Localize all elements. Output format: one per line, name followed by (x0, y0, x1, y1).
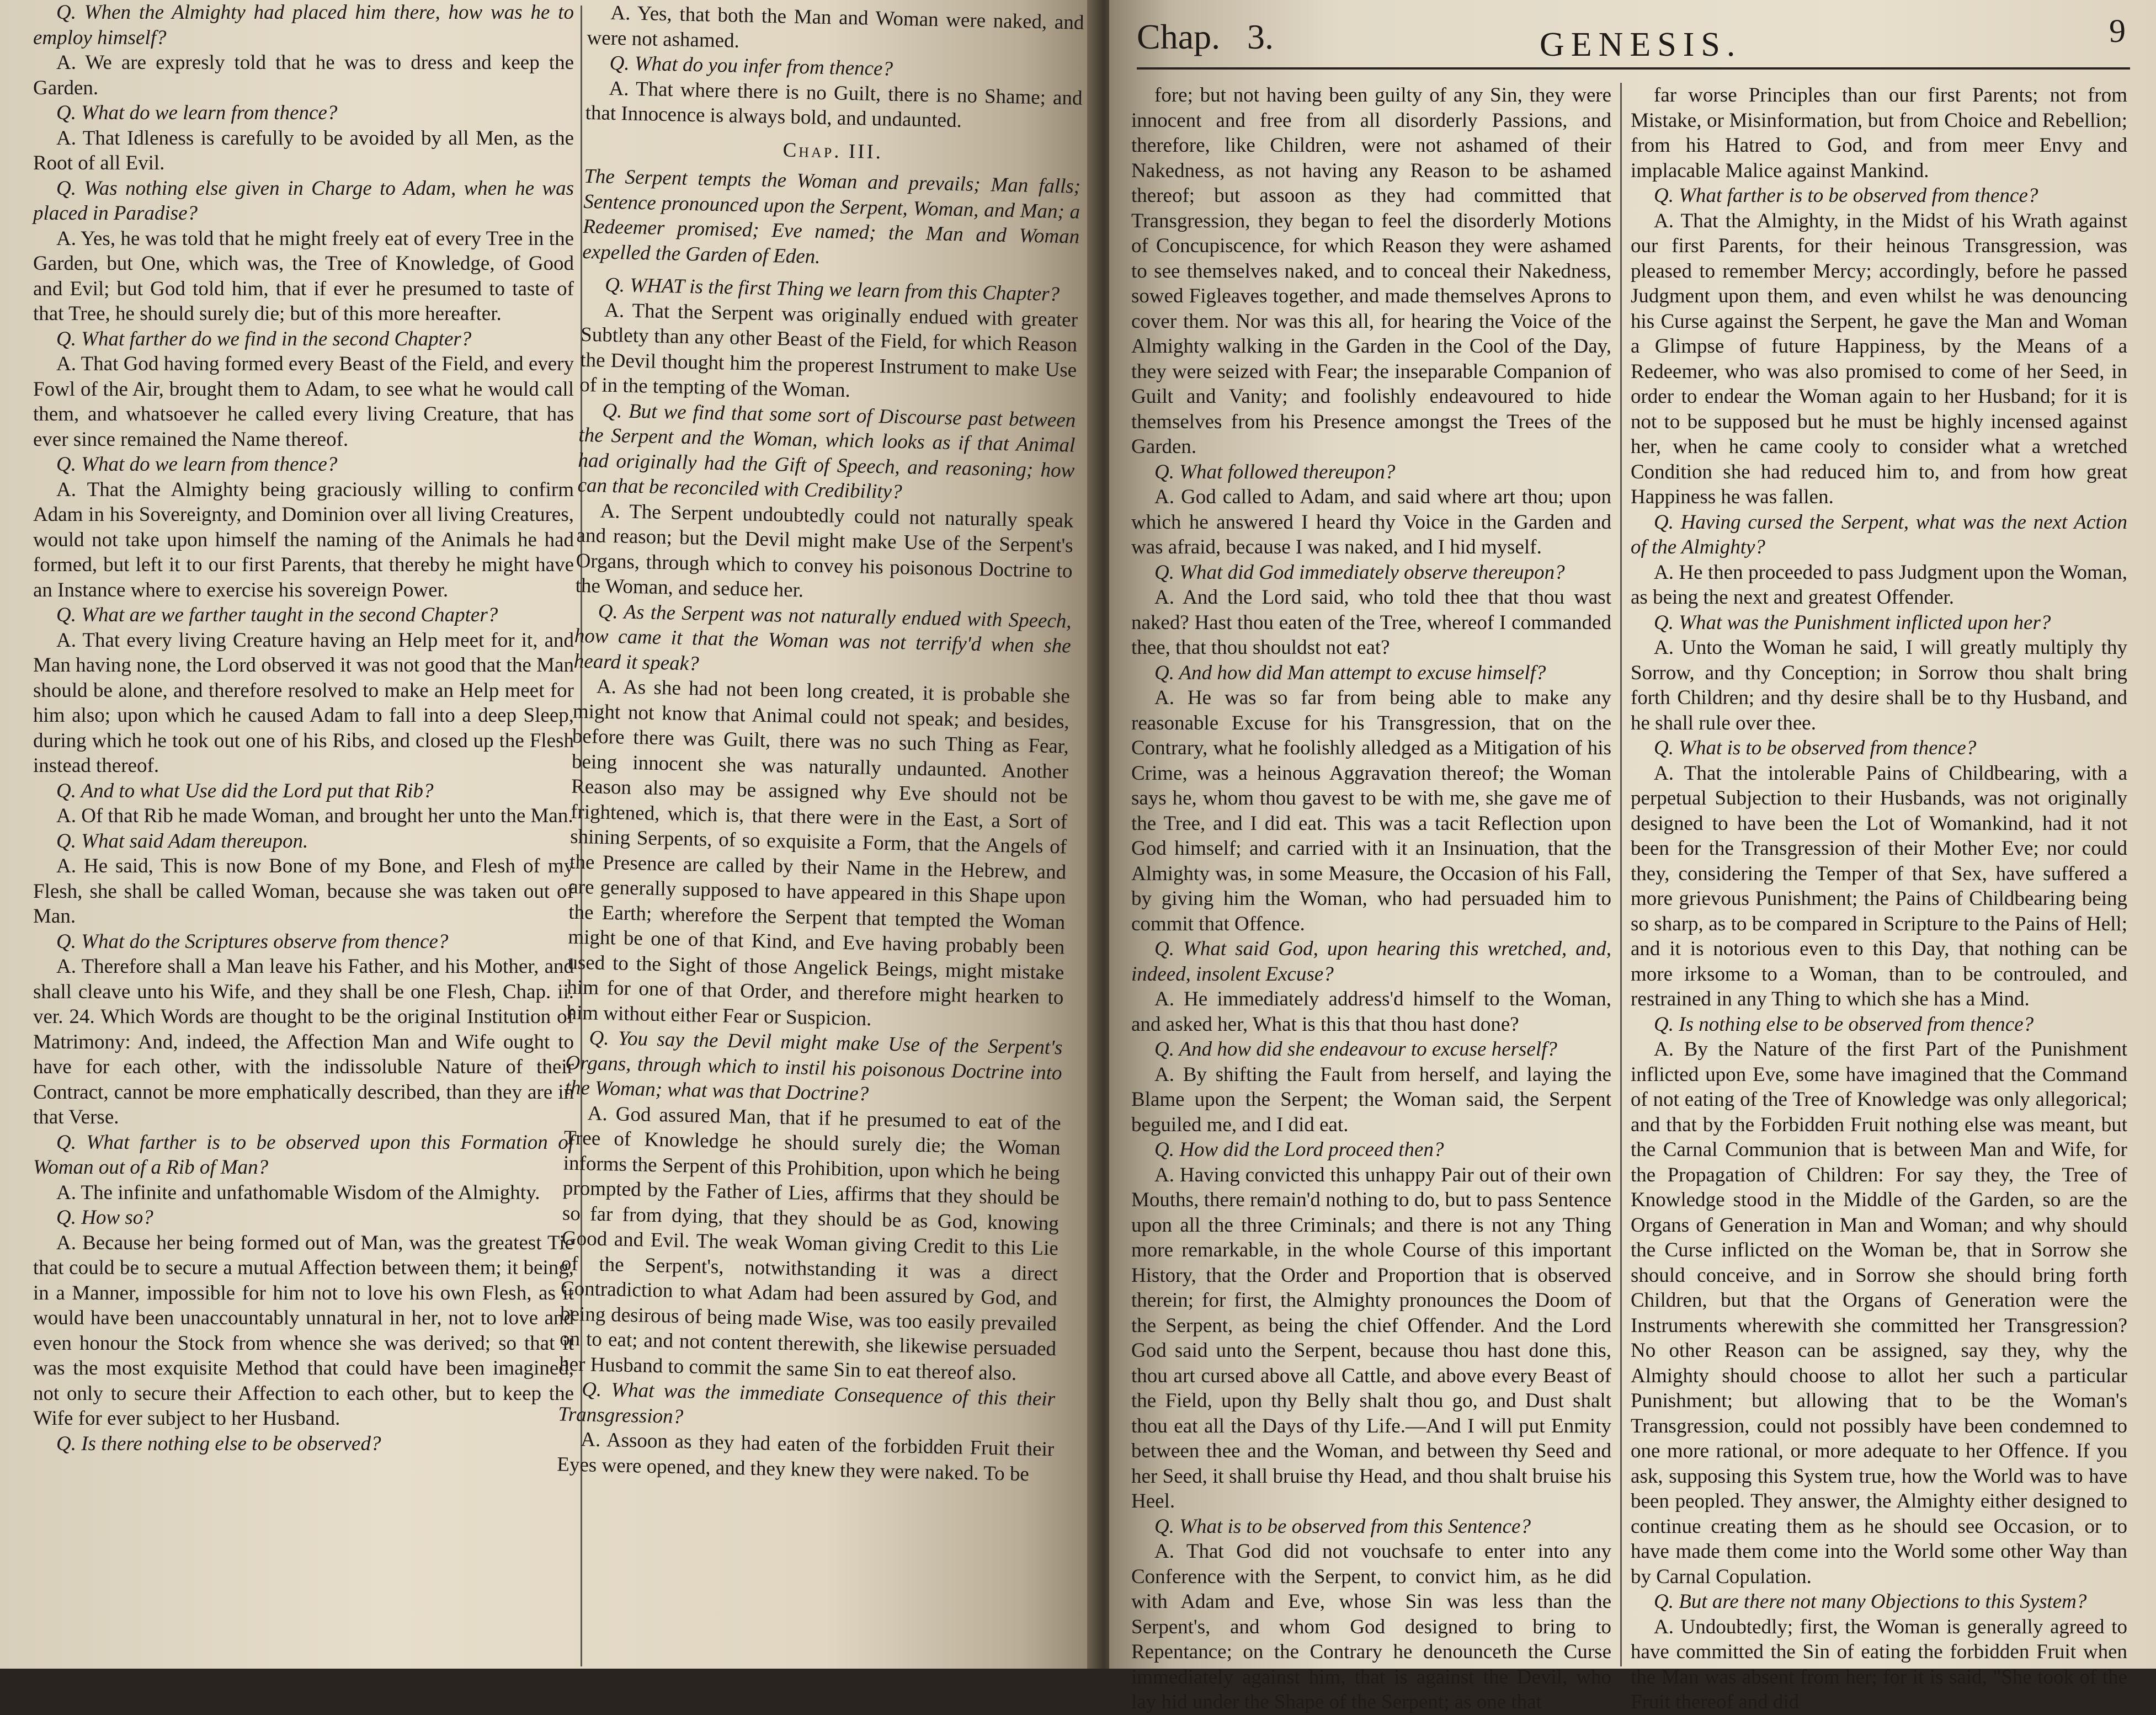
answer-paragraph: A. That God did not vouchsafe to enter into any Conference with the Serpent, to convict him, as he did with Adam and Eve, whose Sin was less than the Serpent's, and whom God designed to bring to Repentance; on the Contrary he denounceth the Curse immediately against him, that is against the Devil, who lay hid under the Shape of the Serpent; as one that (1131, 1540, 1611, 1713)
question-paragraph: Q. What do the Scriptures observe from thence? (56, 930, 449, 953)
answer-paragraph: A. He was so far from being able to make any reasonable Excuse for his Transgression, that on the Contrary, what he foolishly alledged as a Mitigation of his Crime, was a heinous Aggravation thereof; the Woman says he, whom thou gavest to be with me, she gave me of the Tree, and I did eat. This was a tacit Reflection upon God himself; and carried with it an Insinuation, that the Almighty was, in some Measure, the Occasion of his Fall, by giving him the Woman, who had persuaded him to commit that Offence. (1131, 686, 1611, 935)
answer-paragraph: far worse Principles than our first Parents; not from Mistake, or Misinformation, but from Choice and Rebellion; from his Hatred to God, and from meer Envy and implacable Malice against Mankind. (1631, 84, 2127, 182)
question-paragraph: Q. WHAT is the first Thing we learn from this Chapter? (604, 273, 1060, 306)
header-book-title: GENESIS. (1540, 26, 1742, 63)
right-page (1109, 0, 2156, 1713)
question-paragraph: Q. But we find that some sort of Discourse past between the Serpent and the Woman, which looks as if that Animal had originally had the Gift of Speech, and reasoning; how can that be reconciled with Credibility? (577, 399, 1076, 504)
question-paragraph: Q. What do we learn from thence? (56, 453, 338, 476)
answer-paragraph: A. Undoubtedly; first, the Woman is generally agreed to have committed the Sin of eating the forbidden Fruit when the Man was absent from her; for it is said, "She took of the Fruit thereof and did (1631, 1615, 2127, 1713)
answer-paragraph: A. That the intolerable Pains of Childbearing, with a perpetual Subjection to their Husbands, was not originally designed to have been the Lot of Womankind, had it not been for the Transgression of their Mother Eve; nor could they, considering the Temper of that Sex, have suffered a more grievous Punishment; the Pains of Childbearing being so sharp, as to be compared in Scripture to the Pains of Hell; and it is notorious even to this Day, that nothing can be more irksome to a Woman, than to be controuled, and restrained in any Thing to which she has a Mind. (1631, 761, 2127, 1010)
question-paragraph: Q. When the Almighty had placed him there, how was he to employ himself? (33, 1, 574, 49)
answer-paragraph: A. God called to Adam, and said where art thou; upon which he answered I heard thy Voice in the Garden and was afraid, because I was naked, and I hid myself. (1131, 486, 1611, 558)
left-page (0, 0, 1098, 1669)
header-chapter-label: Chap. (1137, 17, 1221, 56)
chapter-heading: Chap. III. (782, 138, 883, 163)
question-paragraph: Q. What do you infer from thence? (609, 51, 893, 81)
answer-paragraph: A. Therefore shall a Man leave his Father, and his Mother, and shall cleave unto his Wife, and they shall be one Flesh, Chap. ii. ver. 24. Which Words are thought to be the original Institution of Matrimony: And, indeed, the Affection Man and Wife ought to have for each other, with the indissoluble Nature of their Contract, cannot be more emphatically described, than they are in that Verse. (33, 955, 574, 1128)
question-paragraph: Q. What farther is to be observed upon this Formation of Woman out of a Rib of Man? (33, 1131, 574, 1179)
question-paragraph: Q. And how did she endeavour to excuse herself? (1154, 1038, 1557, 1061)
question-paragraph: Q. What farther do we find in the second Chapter? (56, 327, 472, 350)
question-paragraph: Q. As the Serpent was not naturally endued with Speech, how came it that the Woman was not terrify'd when she heard it speak? (573, 600, 1072, 675)
answer-paragraph: A. The Serpent undoubtedly could not naturally speak and reason; but the Devil might make Use of the Serpent's Organs, through which to convey his poisonous Doctrine to the Woman, and seduce her. (575, 499, 1074, 602)
header-chapter-number: 3. (1247, 17, 1274, 56)
question-paragraph: Q. And how did Man attempt to excuse himself? (1154, 661, 1546, 684)
question-paragraph: Q. What did God immediately observe thereupon? (1154, 561, 1565, 584)
answer-paragraph: A. The infinite and unfathomable Wisdom of the Almighty. (56, 1181, 540, 1204)
answer-paragraph: A. That God having formed every Beast of the Field, and every Fowl of the Air, brought them to Adam, to see what he would call them, and whatsoever he called every living Creature, that has ever since remained the Name thereof. (33, 353, 574, 451)
question-paragraph: Q. What are we farther taught in the second Chapter? (56, 604, 498, 626)
answer-paragraph: A. Assoon as they had eaten of the forbidden Fruit their Eyes were opened, and they knew they were naked. To be (556, 1428, 1055, 1485)
answer-paragraph: A. And the Lord said, who told thee that thou wast naked? Hast thou eaten of the Tree, whereof I commanded thee, that thou shouldst not eat? (1131, 586, 1611, 659)
answer-paragraph: A. Of that Rib he made Woman, and brought her unto the Man. (56, 805, 573, 827)
question-paragraph: Q. Having cursed the Serpent, what was the next Action of the Almighty? (1631, 510, 2127, 558)
question-paragraph: Q. What is to be observed from thence? (1654, 737, 1977, 759)
answer-paragraph: A. Yes, he was told that he might freely eat of every Tree in the Garden, but One, which was, the Tree of Knowledge, of Good and Evil; but God told him, that if ever he presumed to taste of that Tree, he should surely die; but of this more hereafter. (33, 227, 574, 325)
question-paragraph: Q. Is there nothing else to be observed? (56, 1432, 381, 1455)
question-paragraph: Q. What was the immediate Consequence of this their Transgression? (557, 1378, 1056, 1428)
answer-paragraph: A. Because her being formed out of Man, was the greatest Tie that could be to secure a mutual Affection between them; it being, in a Manner, impossible for him not to love his own Flesh, as it would have been unaccountably unnatural in her, not to love and even honour the Stock from whence she was derived; so that it was the most exquisite Method that could have been imagined, not only to secure their Affection to each other, but to keep the Wife for ever subject to her Husband. (33, 1231, 574, 1430)
answer-paragraph: fore; but not having been guilty of any Sin, they were innocent and free from all disorderly Passions, and therefore, like Children, were not ashamed of their Nakedness, as not having any Reason to be ashamed thereof; but assoon as they had committed that Transgression, they began to feel the disorderly Motions of Concupiscence, for which Reason they were ashamed to see themselves naked, and to conceal their Nakedness, sowed Figleaves together, and made themselves Aprons to cover them. Nor was this all, for hearing the Voice of the Almighty walking in the Garden in the Cool of the Day, they were seized with Fear; the inseparable Companion of Guilt and Vanity; and foolishly endeavoured to hide themselves from his Presence amongst the Trees of the Garden. (1131, 84, 1611, 458)
question-paragraph: Q. Is nothing else to be observed from thence? (1654, 1013, 2034, 1036)
answer-paragraph: A. God assured Man, that if he presumed to eat of the Tree of Knowledge he should surely die; the Woman informs the Serpent of this Prohibition, upon which he being prompted by the Father of Lies, affirms that they should be so far from dying, that they should be as God, knowing Good and Evil. The weak Woman giving Credit to this Lie of the Serpent's, notwithstanding it was a direct Contradiction to what Adam had been assured by God, and being desirous of being made Wise, was too easily prevailed on to eat; and not content therewith, she likewise persuaded her Husband to commit the same Sin to eat thereof also. (558, 1101, 1061, 1385)
answer-paragraph: A. By shifting the Fault from herself, and laying the Blame upon the Serpent; the Woman said, the Serpent beguiled me, and I did eat. (1131, 1063, 1611, 1136)
right-page-column-2 (1631, 83, 2127, 1715)
answer-paragraph: A. As she had not been long created, it is probable she might not know that Animal could not speak; and besides, before there was Guilt, there was no such Thing as Fear, being innocent she was naturally undaunted. Another Reason also may be assigned why Eve should not be frightened, which is, that there were in the East, a Sort of shining Serpents, of so exquisite a Form, that the Angels of the Presence are called by their Name in the Hebrew, and are generally supposed to have appeared in this Shape upon the Earth; wherefore the Serpent that tempted the Woman might be one of that Kind, and Eve having probably been used to the Sight of those Angelick Beings, might mistake him for one of that Order, and therefore might hearken to him without either Fear or Suspicion. (566, 675, 1071, 1030)
chapter-summary: The Serpent tempts the Woman and prevails; Man falls; Sentence pronounced upon the Serpent, Woman, and Man; a Redeemer promised; Eve named; the Man and Woman expelled the Garden of Eden. (582, 164, 1081, 268)
question-paragraph: Q. And to what Use did the Lord put that Rib? (56, 779, 434, 802)
question-paragraph: Q. How so? (56, 1206, 153, 1229)
answer-paragraph: A. That the Almighty being graciously willing to confirm Adam in his Sovereignty, and Dominion over all living Creatures, would not take upon himself the naming of the Animals he had formed, but left it to our first Parents, that thereby he might have an Instance where to exercise his sovereign Power. (33, 478, 574, 601)
answer-paragraph: A. He then proceeded to pass Judgment upon the Woman, as being the next and greatest Offender. (1631, 561, 2127, 609)
question-paragraph: Q. What farther is to be observed from thence? (1654, 184, 2038, 207)
question-paragraph: Q. What do we learn from thence? (56, 102, 338, 124)
question-paragraph: Q. Was nothing else given in Charge to Adam, when he was placed in Paradise? (33, 177, 574, 225)
question-paragraph: Q. What said God, upon hearing this wretched, and, indeed, insolent Excuse? (1131, 938, 1611, 986)
question-paragraph: Q. What followed thereupon? (1154, 460, 1396, 483)
answer-paragraph: A. Yes, that both the Man and Woman were naked, and were not ashamed. (587, 1, 1084, 52)
answer-paragraph: A. Unto the Woman he said, I will greatly multiply thy Sorrow, and thy Conception; in Sorrow thou shalt bring forth Children; and thy desire shall be to thy Husband, and he shall rule over thee. (1631, 636, 2127, 734)
answer-paragraph: A. That Idleness is carefully to be avoided by all Men, as the Root of all Evil. (33, 126, 574, 174)
answer-paragraph: A. That where there is no Guilt, there is no Shame; and that Innocence is always bold, and undaunted. (585, 77, 1083, 132)
left-page-column-2 (557, 0, 1084, 1487)
answer-paragraph: A. Having convicted this unhappy Pair out of their own Mouths, there remain'd nothing to do, but to pass Sentence upon all the three Criminals; and there is not any Thing more remarkable, in the whole Course of this important History, that the Order and Proportion that is observed therein; for first, the Almighty pronounces the Doom of the Serpent, as being the chief Offender. And the Lord God said unto the Serpent, because thou hast done this, thou art cursed above all Cattle, and above every Beast of the Field, upon thy Belly shalt thou go, and Dust shalt thou eat all the Days of thy Life.—And I will put Enmity between thee and the Woman, and between thy Seed and her Seed, it shall bruise thy Head, and thou shalt bruise his Heel. (1131, 1163, 1611, 1512)
answer-paragraph: A. That the Serpent was originally endued with greater Subtlety than any other Beast of the Field, for which Reason the Devil thought him the properest Instrument to make Use of in the tempting of the Woman. (579, 299, 1078, 402)
answer-paragraph: A. By the Nature of the first Part of the Punishment inflicted upon Eve, some have imagined that the Command of not eating of the Tree of Knowledge was only allegorical; and that by the Forbidden Fruit nothing else was meant, but the Carnal Communion that is between Man and Wife, for the Propagation of Children: For say they, the Tree of Knowledge stood in the Middle of the Garden, so are the Organs of Generation in Man and Woman; and why should the Curse inflicted on the Woman be, that in Sorrow she should conceive, and in Sorrow she should bring forth Children, but that the Organs of Generation were the Instruments wherewith she committed her Transgression? No other Reason can be assigned, say they, why the Almighty should choose to allot her such a particular Punishment; but allowing that to be the Woman's Transgression, could not possibly have been condemned to one more rational, or more adequate to her Offence. If you ask, supposing this System true, how the World was to have been peopled. They answer, the Almighty either designed to continue creating them as he should see Occasion, or to have made them come into the World some other Way than by Carnal Copulation. (1631, 1038, 2127, 1588)
question-paragraph: Q. What said Adam thereupon. (56, 829, 308, 853)
answer-paragraph: A. He immediately address'd himself to the Woman, and asked her, What is this that thou hast done? (1131, 988, 1611, 1036)
answer-paragraph: A. He said, This is now Bone of my Bone, and Flesh of my Flesh, she shall be called Woman, because she was taken out of Man. (33, 855, 574, 928)
question-paragraph: Q. What was the Punishment inflicted upon her? (1654, 611, 2051, 634)
answer-paragraph: A. That the Almighty, in the Midst of his Wrath against our first Parents, for their heinous Transgression, was pleased to remember Mercy; accordingly, before he passed Judgment upon them, and even whilst he was denouncing his Curse against the Serpent, he gave the Man and Woman a Glimpse of future Happiness, by the Means of a Redeemer, who was also promised to come of her Seed, in order to endear the Woman again to her Husband; for it is not to be supposed but he must be highly incensed against her, when he came cooly to consider what a wretched Condition she had reduced him to, and from how great Happiness he was fallen. (1631, 209, 2127, 508)
question-paragraph: Q. You say the Devil might make Use of the Serpent's Organs, through which to instil his poisonous Doctrine into the Woman; what was that Doctrine? (565, 1026, 1063, 1106)
page-number: 9 (2109, 13, 2126, 49)
column-divider (1620, 83, 1622, 1666)
left-page-column-1 (33, 0, 574, 1456)
answer-paragraph: A. We are expresly told that he was to dress and keep the Garden. (33, 51, 574, 99)
right-page-column-1 (1131, 83, 1611, 1715)
running-header (1137, 12, 2130, 70)
question-paragraph: Q. But are there not many Objections to this System? (1654, 1590, 2087, 1613)
question-paragraph: Q. What is to be observed from this Sentence? (1154, 1515, 1531, 1538)
answer-paragraph: A. That every living Creature having an Help meet for it, and Man having none, the Lord observed it was not good that the Man should be alone, and therefore resolved to make an Help meet for him also; upon which he caused Adam to fall into a deep Sleep, during which he took out one of his Ribs, and closed up the Flesh instead thereof. (33, 629, 574, 777)
question-paragraph: Q. How did the Lord proceed then? (1154, 1138, 1444, 1161)
